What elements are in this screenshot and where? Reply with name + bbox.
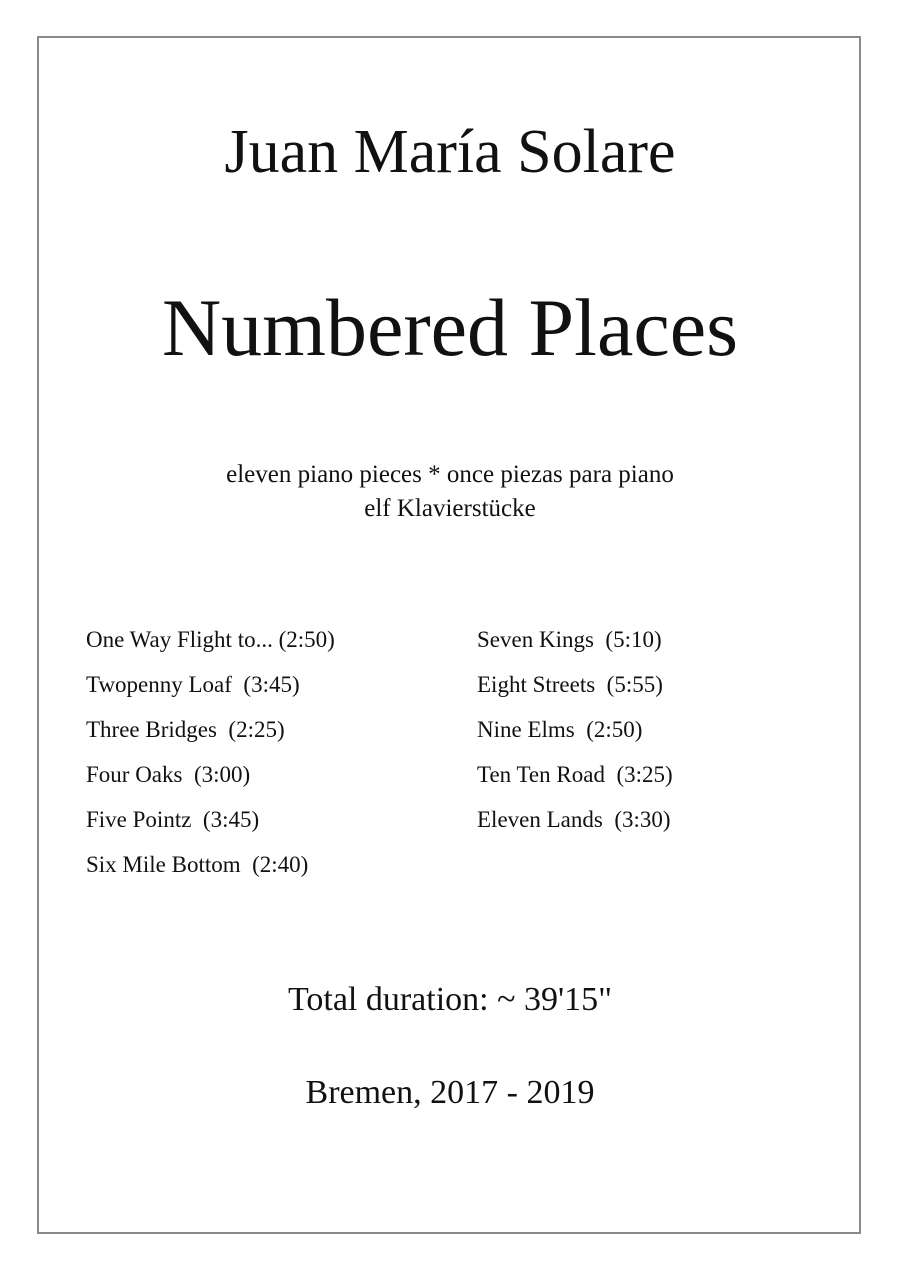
piece-item: Five Pointz (3:45) bbox=[86, 807, 260, 832]
subtitle-line-2: elf Klavierstücke bbox=[364, 495, 536, 522]
piece-item: Twopenny Loaf (3:45) bbox=[86, 672, 300, 697]
piece-item: Ten Ten Road (3:25) bbox=[477, 762, 673, 787]
subtitle bbox=[0, 458, 900, 526]
piece-item: Three Bridges (2:25) bbox=[86, 717, 285, 742]
piece-item: Eleven Lands (3:30) bbox=[477, 807, 671, 832]
piece-item: Eight Streets (5:55) bbox=[477, 672, 663, 697]
total-duration: Total duration: ~ 39'15" bbox=[287, 981, 613, 1018]
piece-item: Four Oaks (3:00) bbox=[86, 762, 251, 787]
piece-list-right bbox=[477, 617, 673, 842]
work-title: Numbered Places bbox=[161, 282, 739, 373]
composer-name: Juan María Solare bbox=[224, 118, 676, 186]
place-and-date: Bremen, 2017 - 2019 bbox=[305, 1074, 595, 1111]
piece-item: Six Mile Bottom (2:40) bbox=[86, 852, 309, 877]
piece-list-left bbox=[86, 617, 335, 887]
piece-item: One Way Flight to... (2:50) bbox=[86, 627, 335, 652]
piece-item: Nine Elms (2:50) bbox=[477, 717, 643, 742]
subtitle-line-1: eleven piano pieces * once piezas para piano bbox=[226, 461, 674, 488]
piece-item: Seven Kings (5:10) bbox=[477, 627, 662, 652]
